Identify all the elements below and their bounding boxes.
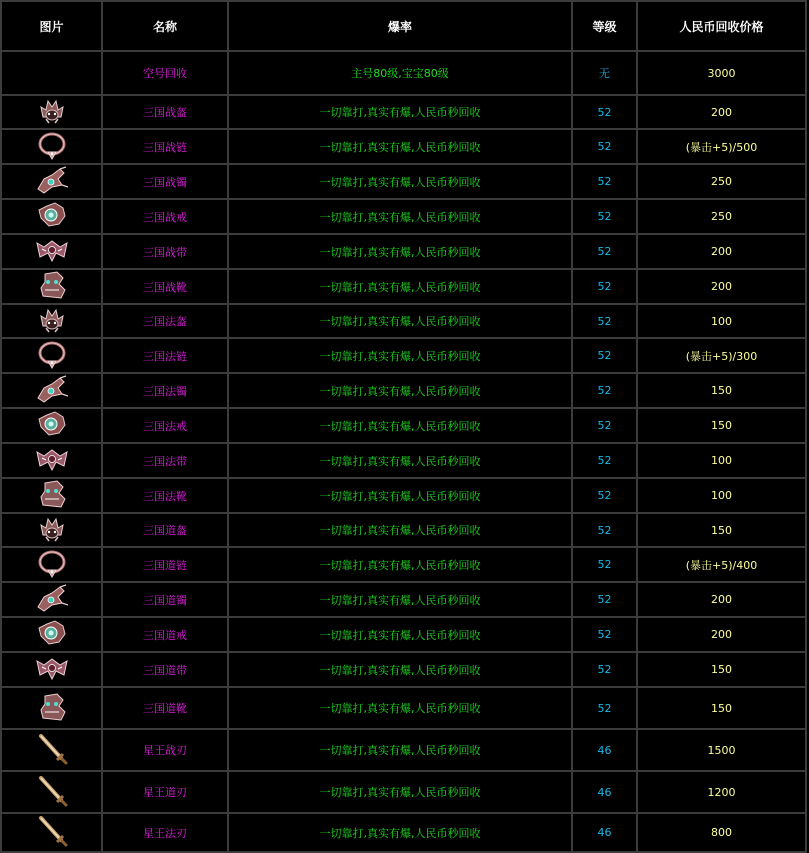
item-rate: 一切靠打,真实有爆,人民币秒回收 — [229, 96, 571, 128]
item-level: 52 — [573, 409, 636, 442]
table-header-row — [2, 2, 805, 50]
necklace-icon — [36, 339, 68, 372]
item-name: 三国道链 — [103, 548, 227, 581]
item-level: 52 — [573, 96, 636, 128]
item-rate: 主号80级,宝宝80级 — [229, 52, 571, 94]
item-level: 46 — [573, 814, 636, 851]
item-price: 200 — [638, 235, 805, 268]
item-image-cell — [2, 339, 101, 372]
table-row — [2, 618, 805, 651]
item-rate: 一切靠打,真实有爆,人民币秒回收 — [229, 165, 571, 198]
item-name: 星王法刃 — [103, 814, 227, 851]
item-image-cell — [2, 130, 101, 163]
item-price: 800 — [638, 814, 805, 851]
item-level: 52 — [573, 200, 636, 233]
item-price: 200 — [638, 583, 805, 616]
item-price: 1500 — [638, 730, 805, 770]
table-row — [2, 479, 805, 512]
table-row — [2, 653, 805, 686]
necklace-icon — [36, 548, 68, 581]
table-row — [2, 270, 805, 303]
item-level: 52 — [573, 165, 636, 198]
item-name: 三国法盔 — [103, 305, 227, 337]
item-level: 52 — [573, 688, 636, 728]
item-price: 150 — [638, 374, 805, 407]
table-row — [2, 96, 805, 128]
item-image-cell — [2, 235, 101, 268]
belt-icon — [34, 653, 70, 686]
sword-icon — [35, 732, 69, 769]
item-name: 三国道带 — [103, 653, 227, 686]
item-image-cell — [2, 653, 101, 686]
ring-icon — [35, 409, 69, 442]
item-level: 52 — [573, 653, 636, 686]
item-name: 三国战带 — [103, 235, 227, 268]
table-row — [2, 374, 805, 407]
item-image-cell — [2, 772, 101, 812]
table-row — [2, 688, 805, 728]
item-image-cell — [2, 165, 101, 198]
item-level: 52 — [573, 339, 636, 372]
item-image-cell — [2, 270, 101, 303]
item-name: 三国道靴 — [103, 688, 227, 728]
item-rate: 一切靠打,真实有爆,人民币秒回收 — [229, 688, 571, 728]
item-level: 52 — [573, 270, 636, 303]
sword-icon — [35, 774, 69, 811]
table-row — [2, 814, 805, 851]
item-image-cell — [2, 374, 101, 407]
boots-icon — [35, 270, 69, 303]
item-rate: 一切靠打,真实有爆,人民币秒回收 — [229, 305, 571, 337]
item-rate: 一切靠打,真实有爆,人民币秒回收 — [229, 374, 571, 407]
item-rate: 一切靠打,真实有爆,人民币秒回收 — [229, 444, 571, 477]
item-price: 150 — [638, 688, 805, 728]
item-rate: 一切靠打,真实有爆,人民币秒回收 — [229, 200, 571, 233]
ring-icon — [35, 618, 69, 651]
item-level: 无 — [573, 52, 636, 94]
sword-icon — [35, 814, 69, 851]
header-name: 名称 — [103, 2, 227, 50]
item-level: 52 — [573, 444, 636, 477]
belt-icon — [34, 235, 70, 268]
item-name: 三国法靴 — [103, 479, 227, 512]
item-name: 三国战盔 — [103, 96, 227, 128]
table-row — [2, 583, 805, 616]
item-name: 三国道盔 — [103, 514, 227, 546]
item-rate: 一切靠打,真实有爆,人民币秒回收 — [229, 548, 571, 581]
item-level: 52 — [573, 583, 636, 616]
item-price: 150 — [638, 653, 805, 686]
item-name: 三国法链 — [103, 339, 227, 372]
item-rate: 一切靠打,真实有爆,人民币秒回收 — [229, 130, 571, 163]
item-rate: 一切靠打,真实有爆,人民币秒回收 — [229, 814, 571, 851]
item-level: 52 — [573, 618, 636, 651]
ring-icon — [35, 200, 69, 233]
table-row — [2, 305, 805, 337]
item-price: 1200 — [638, 772, 805, 812]
item-name: 星王道刃 — [103, 772, 227, 812]
header-price: 人民币回收价格 — [638, 2, 805, 50]
item-name: 三国道镯 — [103, 583, 227, 616]
item-image-cell — [2, 618, 101, 651]
helmet-icon — [37, 306, 67, 337]
item-price: 100 — [638, 444, 805, 477]
helmet-icon — [37, 515, 67, 546]
item-rate: 一切靠打,真实有爆,人民币秒回收 — [229, 583, 571, 616]
item-level: 52 — [573, 479, 636, 512]
item-name: 三国道戒 — [103, 618, 227, 651]
item-image-cell — [2, 96, 101, 128]
item-name: 三国战戒 — [103, 200, 227, 233]
item-level: 52 — [573, 305, 636, 337]
item-price: (暴击+5)/500 — [638, 130, 805, 163]
table-row — [2, 730, 805, 770]
item-price: 200 — [638, 270, 805, 303]
item-image-cell — [2, 730, 101, 770]
table-row — [2, 444, 805, 477]
item-name: 星王战刃 — [103, 730, 227, 770]
item-price: 150 — [638, 409, 805, 442]
item-name: 三国战镯 — [103, 165, 227, 198]
item-name: 三国法戒 — [103, 409, 227, 442]
helmet-icon — [37, 97, 67, 128]
item-price: 250 — [638, 165, 805, 198]
header-level: 等级 — [573, 2, 636, 50]
item-level: 52 — [573, 235, 636, 268]
table-row — [2, 514, 805, 546]
item-image-cell — [2, 548, 101, 581]
item-rate: 一切靠打,真实有爆,人民币秒回收 — [229, 514, 571, 546]
table-row — [2, 409, 805, 442]
item-image-cell — [2, 52, 101, 94]
table-row — [2, 772, 805, 812]
item-name: 三国法镯 — [103, 374, 227, 407]
item-rate: 一切靠打,真实有爆,人民币秒回收 — [229, 409, 571, 442]
item-rate: 一切靠打,真实有爆,人民币秒回收 — [229, 339, 571, 372]
item-price: 100 — [638, 479, 805, 512]
item-image-cell — [2, 200, 101, 233]
item-price: 200 — [638, 96, 805, 128]
item-rate: 一切靠打,真实有爆,人民币秒回收 — [229, 730, 571, 770]
table-row — [2, 548, 805, 581]
bracelet-icon — [34, 583, 70, 616]
item-rate: 一切靠打,真实有爆,人民币秒回收 — [229, 235, 571, 268]
item-rate: 一切靠打,真实有爆,人民币秒回收 — [229, 479, 571, 512]
item-name: 三国战链 — [103, 130, 227, 163]
item-name: 三国战靴 — [103, 270, 227, 303]
item-price: (暴击+5)/300 — [638, 339, 805, 372]
item-level: 46 — [573, 730, 636, 770]
item-price: 150 — [638, 514, 805, 546]
item-price: 3000 — [638, 52, 805, 94]
bracelet-icon — [34, 374, 70, 407]
item-image-cell — [2, 688, 101, 728]
item-image-cell — [2, 409, 101, 442]
item-image-cell — [2, 305, 101, 337]
item-level: 46 — [573, 772, 636, 812]
boots-icon — [35, 692, 69, 725]
table-row — [2, 130, 805, 163]
table-row — [2, 235, 805, 268]
table-row — [2, 339, 805, 372]
item-image-cell — [2, 814, 101, 851]
header-image: 图片 — [2, 2, 101, 50]
bracelet-icon — [34, 165, 70, 198]
item-level: 52 — [573, 548, 636, 581]
item-level: 52 — [573, 374, 636, 407]
item-image-cell — [2, 479, 101, 512]
item-price: 100 — [638, 305, 805, 337]
item-price: 250 — [638, 200, 805, 233]
item-image-cell — [2, 583, 101, 616]
header-rate: 爆率 — [229, 2, 571, 50]
item-name: 三国法带 — [103, 444, 227, 477]
item-image-cell — [2, 444, 101, 477]
boots-icon — [35, 479, 69, 512]
necklace-icon — [36, 130, 68, 163]
item-level: 52 — [573, 130, 636, 163]
table-row — [2, 52, 805, 94]
item-price: 200 — [638, 618, 805, 651]
item-level: 52 — [573, 514, 636, 546]
table-row — [2, 200, 805, 233]
item-image-cell — [2, 514, 101, 546]
belt-icon — [34, 444, 70, 477]
item-rate: 一切靠打,真实有爆,人民币秒回收 — [229, 270, 571, 303]
table-row — [2, 165, 805, 198]
item-price: (暴击+5)/400 — [638, 548, 805, 581]
item-rate: 一切靠打,真实有爆,人民币秒回收 — [229, 618, 571, 651]
item-rate: 一切靠打,真实有爆,人民币秒回收 — [229, 653, 571, 686]
item-name: 空号回收 — [103, 52, 227, 94]
item-rate: 一切靠打,真实有爆,人民币秒回收 — [229, 772, 571, 812]
